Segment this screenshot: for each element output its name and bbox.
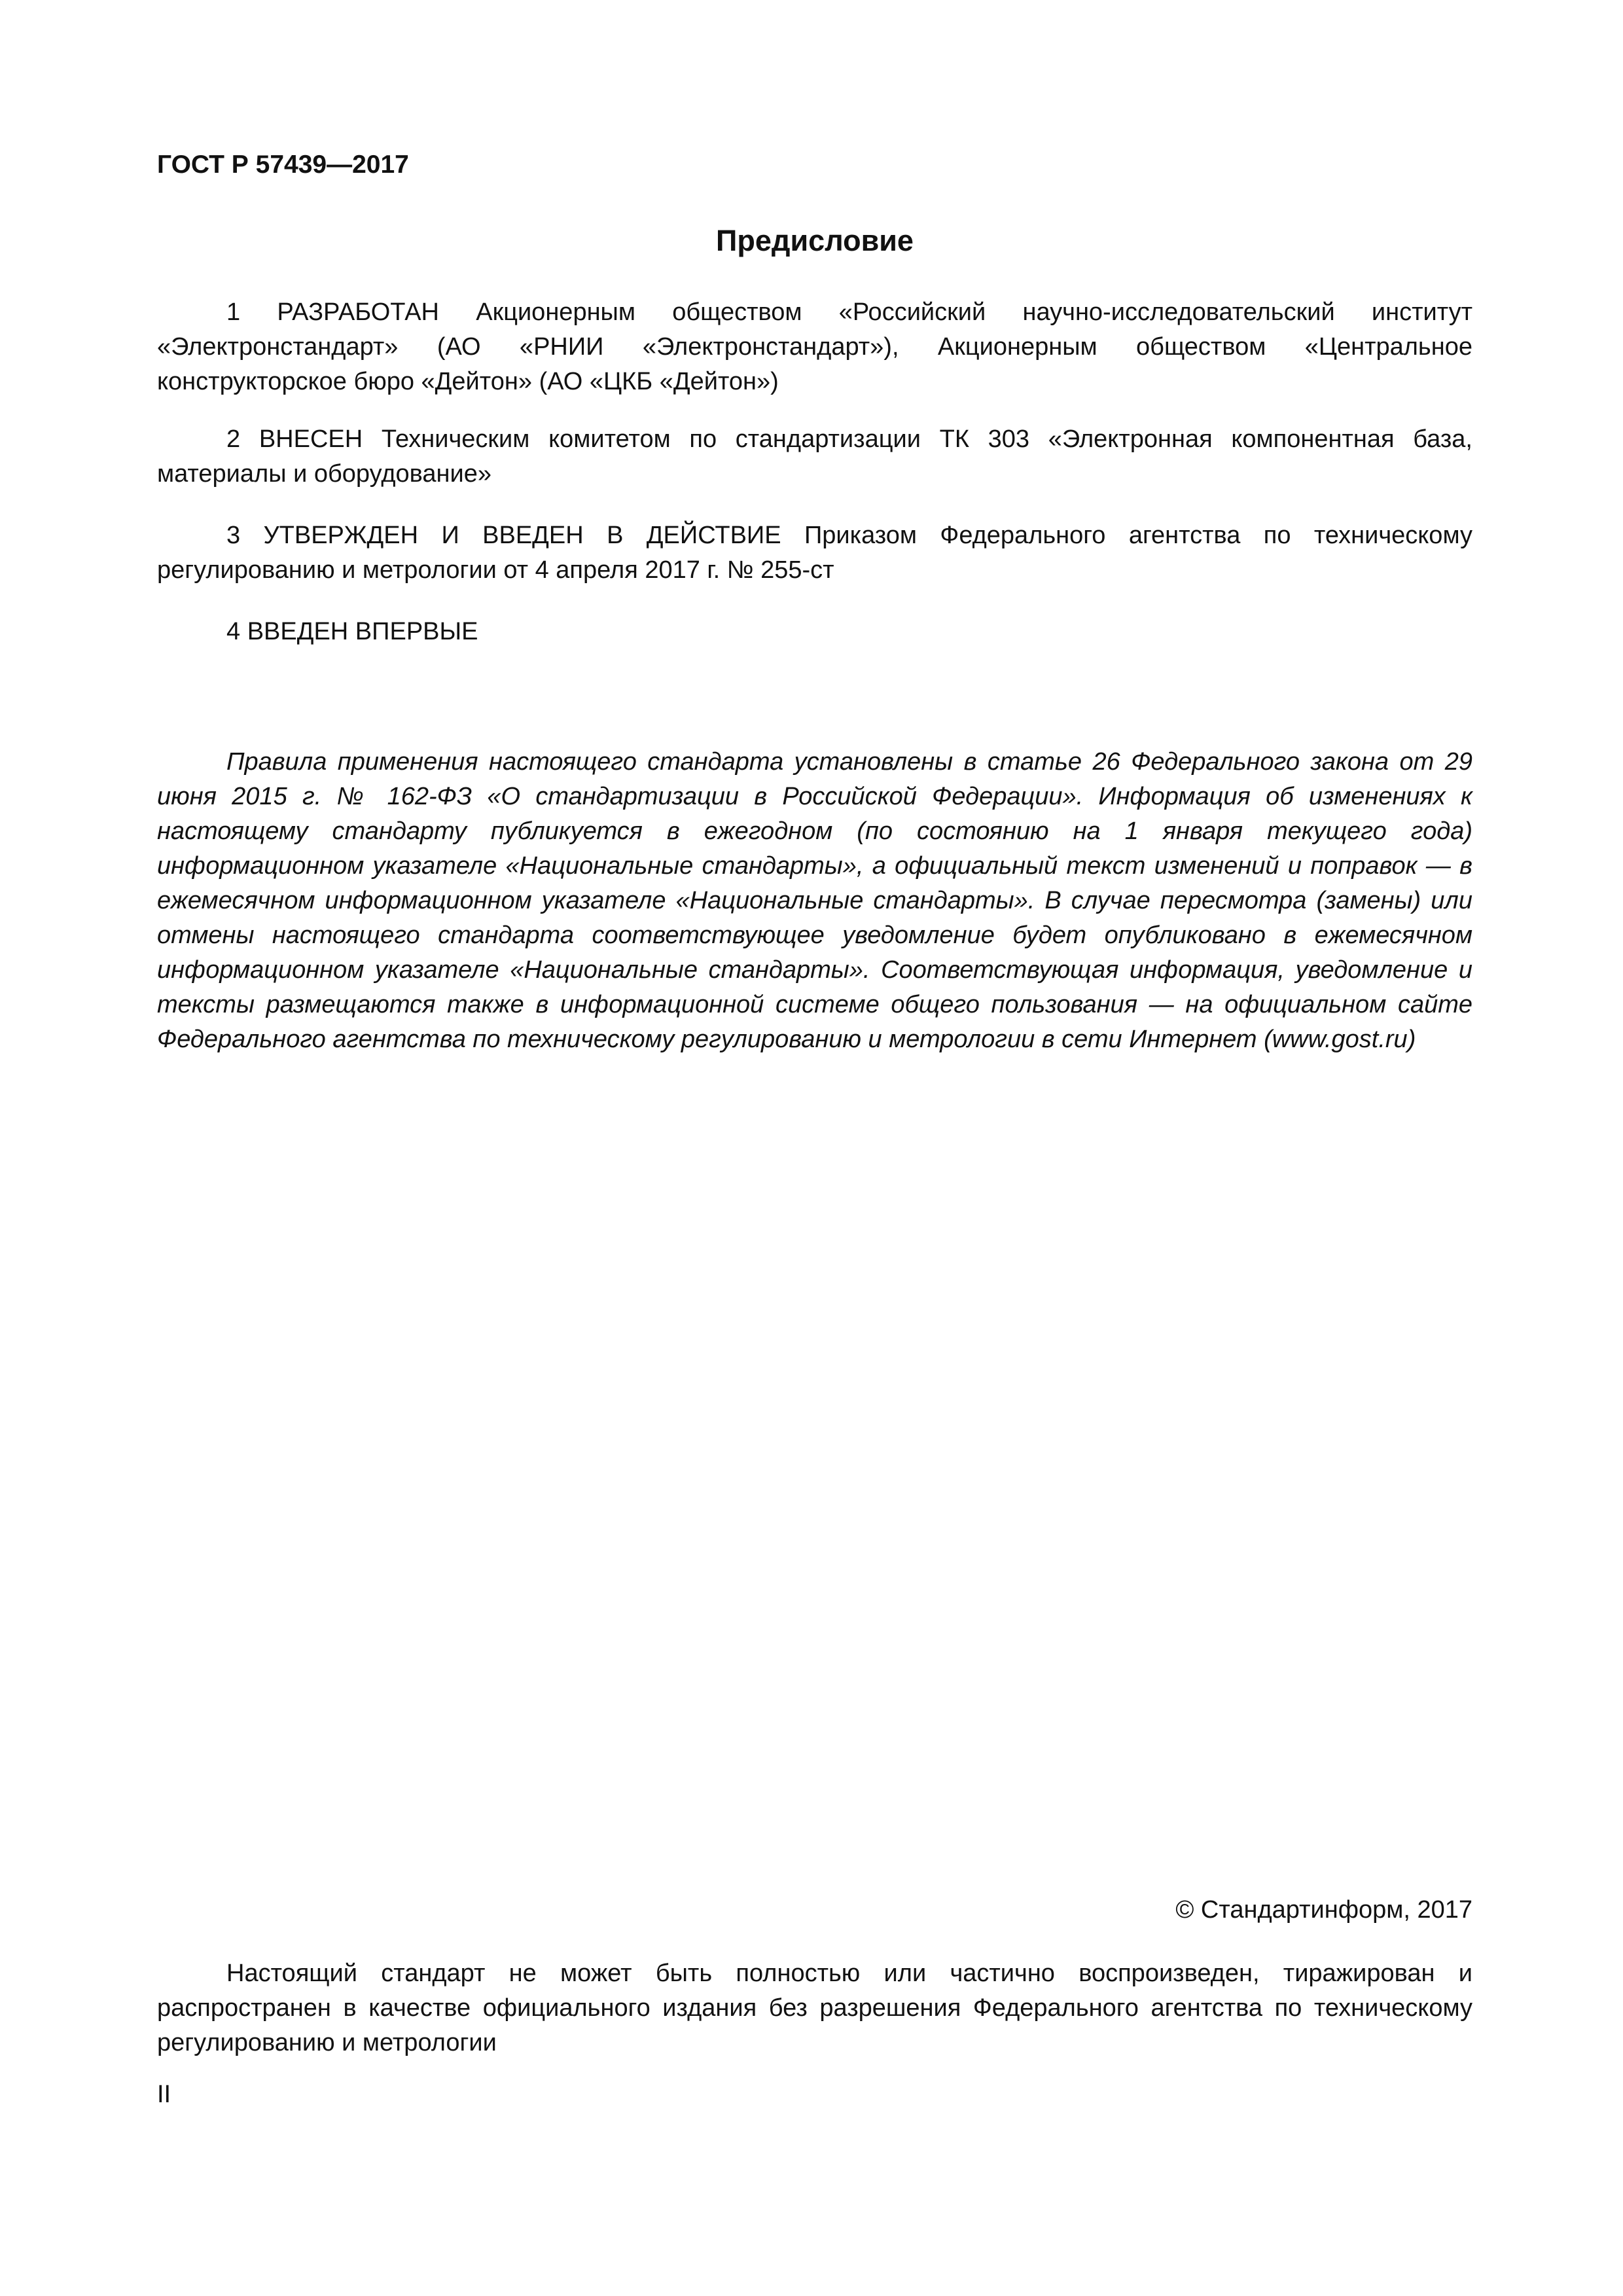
document-code: ГОСТ Р 57439—2017 (157, 151, 409, 179)
application-rules-note: Правила применения настоящего стандарта установлены в статье 26 Федерального закона от 29 июня 2015 г. № 162-ФЗ «О стандартизации в Российской Федерации». Информация об изменениях к настоящему стандарту публикуется в ежегодном (по состоянию на 1 января текущего года) информационном указателе «Национальные стандарты», а официальный текст изменений и поправок — в ежемесячном информационном указателе «Национальные стандарты». В случае пересмотра (замены) или отмены настоящего стандарта соответствующее уведомление будет опубликовано в ежемесячном информационном указателе «Национальные стандарты». Соответствующая информация, уведомление и тексты размещаются также в информационной системе общего пользования — на официальном сайте Федерального агентства по техническому регулированию и метрологии в сети Интернет (www.gost.ru) (157, 748, 1472, 1053)
preface-title: Предисловие (716, 224, 914, 257)
preface-item-first-introduced: 4 ВВЕДЕН ВПЕРВЫЕ (226, 618, 478, 645)
page-number: II (157, 2081, 171, 2108)
preface-item-developed: 1 РАЗРАБОТАН Акционерным обществом «Российский научно-исследовательский институт «Электронстандарт» (АО «РНИИ «Электронстандарт»), Акционерным обществом «Центральное конструкторское бюро «Дейтон» (АО «ЦКБ «Дейтон») (157, 298, 1472, 395)
preface-item-approved: 3 УТВЕРЖДЕН И ВВЕДЕН В ДЕЙСТВИЕ Приказом Федерального агентства по техническому регулированию и метрологии от 4 апреля 2017 г. № 255-ст (157, 522, 1472, 584)
reprint-notice: Настоящий стандарт не может быть полностью или частично воспроизведен, тиражирован и распространен в качестве официального издания без разрешения Федерального агентства по техническому регулированию и метрологии (157, 1960, 1472, 2056)
copyright-notice: © Стандартинформ, 2017 (1175, 1896, 1472, 1924)
preface-item-introduced: 2 ВНЕСЕН Техническим комитетом по стандартизации ТК 303 «Электронная компонентная база, материалы и оборудование» (157, 425, 1472, 488)
